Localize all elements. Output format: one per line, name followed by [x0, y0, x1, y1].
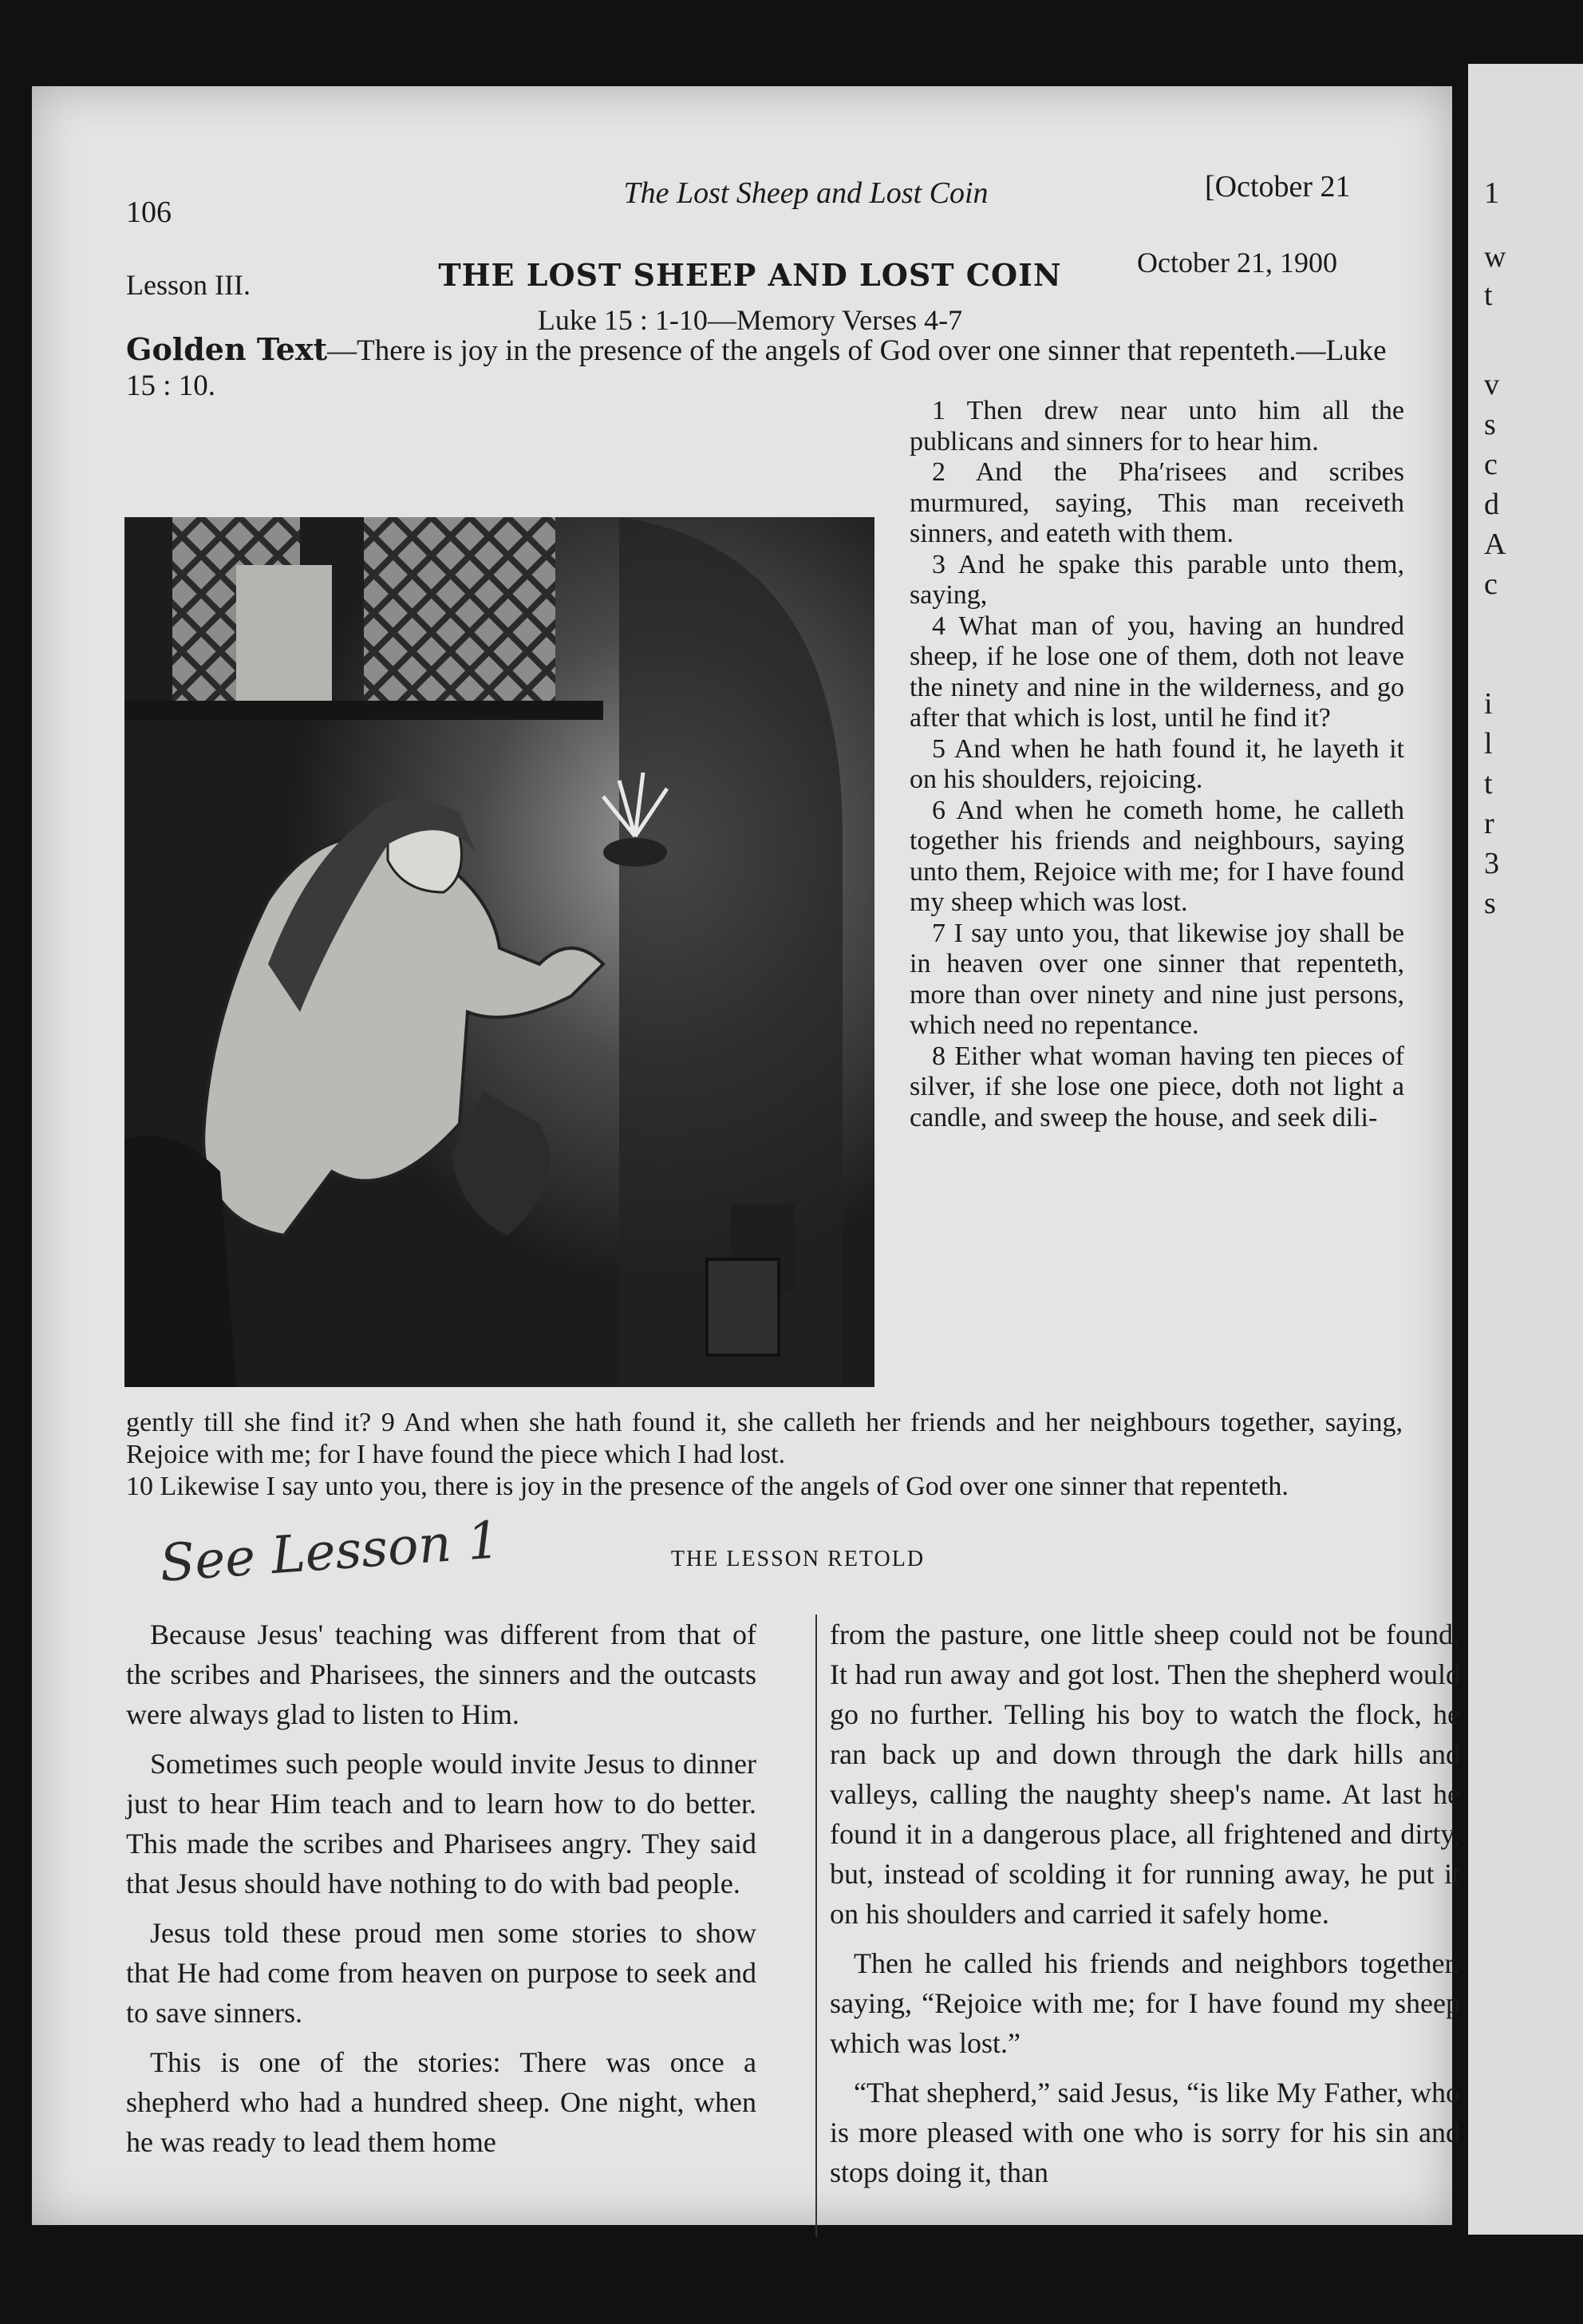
paragraph: from the pasture, one little sheep could not be found. It had run away and got lost. Then the shepherd would go no further. Telling his boy to watch the flock, he ran back up and down through the dark hills and valleys, calling the naughty sheep's name. At last he found it in a dangerous place, all frightened and dirty, but, instead of scolding it for running away, he put it on his shoulders and carried it safely home. [830, 1618, 1460, 1930]
verse: 10 Likewise I say unto you, there is joy in the presence of the angels of God over one sinner that repenteth. [126, 1472, 1289, 1501]
window-sill [124, 701, 603, 720]
lesson-number: Lesson III. [126, 269, 251, 301]
dark-drapery [124, 1136, 236, 1387]
right-window-lattice [364, 517, 555, 709]
adjacent-page-fragment: A [1484, 528, 1506, 561]
box [707, 1259, 779, 1355]
adjacent-page-fragment: d [1484, 488, 1499, 521]
lesson-date: October 21, 1900 [1137, 247, 1337, 279]
adjacent-page [1468, 64, 1583, 2235]
adjacent-page-fragment: t [1484, 767, 1493, 800]
handwritten-note: See Lesson 1 [157, 1511, 502, 1594]
verse: 3 And he spake this parable unto them, saying, [910, 549, 1404, 610]
adjacent-page-fragment: c [1484, 448, 1498, 481]
adjacent-page-fragment: c [1484, 567, 1498, 601]
adjacent-page-fragment: t [1484, 279, 1493, 312]
verse: 2 And the Pha′risees and scribes murmured, saying, This man receiveth sinners, and eateth with them. [910, 457, 1404, 548]
paragraph: “That shepherd,” said Jesus, “is like My Father, who is more pleased with one who is sorry for his sin and stops doing it, than [830, 2077, 1460, 2188]
section-heading: THE LESSON RETOLD [670, 1547, 926, 1571]
golden-text [126, 332, 1403, 404]
lesson-title: THE LOST SHEEP AND LOST COIN [438, 257, 1062, 293]
adjacent-page-fragment: s [1484, 887, 1496, 920]
scripture-verses [910, 396, 1404, 1133]
scripture-reference: Luke 15 : 1-10—Memory Verses 4-7 [537, 304, 963, 336]
verse: 4 What man of you, having an hundred sheep, if he lose one of them, doth not leave the ninety and nine in the wilderness, and go after that which is lost, until he find it? [910, 611, 1404, 733]
verse: 1 Then drew near unto him all the publicans and sinners for to hear him. [910, 396, 1404, 457]
column-divider [815, 1615, 817, 2237]
page-number: 106 [126, 196, 172, 229]
paragraph: Jesus told these proud men some stories to show that He had come from heaven on purpose to seek and to save sinners. [126, 1917, 756, 2029]
golden-text-label: Golden Text [126, 331, 328, 367]
retold-left-column [126, 1615, 756, 2172]
golden-text-body: —There is joy in the presence of the angels of God over one sinner that repenteth.—Luke 15 : 10. [126, 334, 1387, 402]
adjacent-page-fragment: i [1484, 687, 1493, 721]
verse: 7 I say unto you, that likewise joy shall be in heaven over one sinner that repenteth, more than over ninety and nine just persons, which need no repentance. [910, 918, 1404, 1040]
adjacent-page-fragment: w [1484, 240, 1506, 274]
adjacent-page-fragment: s [1484, 408, 1496, 441]
book-page [32, 86, 1460, 2225]
running-title: The Lost Sheep and Lost Coin [623, 176, 989, 210]
woman-sweeping-illustration [124, 517, 874, 1387]
adjacent-page-fragment: r [1484, 807, 1494, 840]
adjacent-page-fragment: v [1484, 368, 1499, 401]
floor-shadow [284, 1317, 571, 1362]
paragraph: This is one of the stories: There was once a shepherd who had a hundred sheep. One night, when he was ready to lead them home [126, 2046, 756, 2158]
verse: gently till she find it? 9 And when she hath found it, she calleth her friends and her neighbours together, saying, Rejoice with me; for I have found the piece which I had lost. [126, 1408, 1403, 1469]
scripture-verses-continued [126, 1407, 1403, 1503]
paragraph: Because Jesus' teaching was different from that of the scribes and Pharisees, the sinners and the outcasts were always glad to listen to Him. [126, 1618, 756, 1730]
retold-right-column [830, 1615, 1460, 2202]
adjacent-page-fragment: 3 [1484, 847, 1499, 880]
paragraph: Sometimes such people would invite Jesus to dinner just to hear Him teach and to learn how to do better. This made the scribes and Pharisees angry. They said that Jesus should have nothing to do with bad people. [126, 1748, 756, 1899]
paragraph: Then he called his friends and neighbors together, saying, “Rejoice with me; for I have found my sheep which was lost.” [830, 1947, 1460, 2059]
running-date: [October 21 [1205, 170, 1351, 204]
verse: 6 And when he cometh home, he calleth together his friends and neighbours, saying unto them, Rejoice with me; for I have found my sheep which was lost. [910, 795, 1404, 917]
verse: 8 Either what woman having ten pieces of silver, if she lose one piece, doth not light a candle, and sweep the house, and seek dili- [910, 1041, 1404, 1132]
window-view [236, 565, 332, 709]
adjacent-page-fragment: 1 [1484, 176, 1499, 210]
candle-bowl [603, 838, 667, 867]
verse: 5 And when he hath found it, he layeth it on his shoulders, rejoicing. [910, 733, 1404, 794]
adjacent-page-fragment: l [1484, 727, 1493, 761]
